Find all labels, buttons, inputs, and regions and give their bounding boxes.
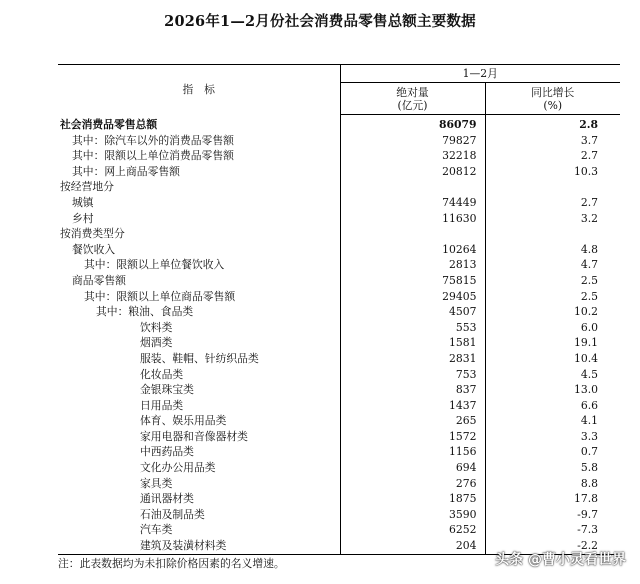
row-label: 金银珠宝类 <box>140 383 194 397</box>
table-row <box>58 148 620 164</box>
row-growth: 2.7 <box>485 195 620 211</box>
table-row <box>58 522 620 538</box>
row-label: 其中：粮油、食品类 <box>96 305 194 319</box>
row-label: 汽车类 <box>140 523 173 537</box>
row-growth: 6.0 <box>485 320 620 336</box>
row-growth: 10.4 <box>485 351 620 367</box>
row-label: 其中：限额以上单位餐饮收入 <box>84 258 225 272</box>
table-row <box>58 507 620 523</box>
table-row <box>58 195 620 211</box>
row-label: 城镇 <box>72 195 94 209</box>
table-row <box>58 335 620 351</box>
retail-sales-table <box>58 64 620 555</box>
table-row <box>58 164 620 180</box>
row-label: 化妆品类 <box>140 367 184 381</box>
row-label: 建筑及装潢材料类 <box>58 538 340 554</box>
row-growth: 6.6 <box>485 398 620 414</box>
table-row <box>58 382 620 398</box>
table-row <box>58 289 620 305</box>
header-indicator: 指 标 <box>58 65 340 115</box>
row-growth <box>485 179 620 195</box>
row-amount: 837 <box>340 382 485 398</box>
row-label: 石油及制品类 <box>140 507 205 521</box>
table-row <box>58 367 620 383</box>
table-row <box>58 429 620 445</box>
table-row <box>58 320 620 336</box>
row-label: 日用品类 <box>140 398 184 412</box>
row-amount: 20812 <box>340 164 485 180</box>
table-row <box>58 115 620 133</box>
row-amount: 1581 <box>340 335 485 351</box>
row-label: 文化办公用品类 <box>140 461 216 475</box>
row-label: 通讯器材类 <box>140 492 194 506</box>
row-amount: 265 <box>340 413 485 429</box>
row-label: 中西药品类 <box>140 445 194 459</box>
row-growth: 5.8 <box>485 460 620 476</box>
row-growth: 13.0 <box>485 382 620 398</box>
table-row <box>58 226 620 242</box>
row-growth: 4.8 <box>485 242 620 258</box>
row-amount: 29405 <box>340 289 485 305</box>
table-row <box>58 398 620 414</box>
row-amount: 3590 <box>340 507 485 523</box>
table-body <box>58 115 620 555</box>
table-row <box>58 491 620 507</box>
row-growth: 3.3 <box>485 429 620 445</box>
row-growth: 3.2 <box>485 211 620 227</box>
row-amount: 74449 <box>340 195 485 211</box>
table-row <box>58 179 620 195</box>
row-growth: -2.2 <box>485 538 620 554</box>
footnote: 注：此表数据均为未扣除价格因素的名义增速。 <box>58 557 285 570</box>
row-label: 其中：限额以上单位商品零售额 <box>84 289 236 303</box>
header-growth: 同比增长 (%) <box>485 83 620 115</box>
row-amount: 6252 <box>340 522 485 538</box>
table-row <box>58 257 620 273</box>
row-amount: 11630 <box>340 211 485 227</box>
row-growth: 4.5 <box>485 367 620 383</box>
row-amount: 694 <box>340 460 485 476</box>
row-growth: 10.2 <box>485 304 620 320</box>
row-growth: 4.1 <box>485 413 620 429</box>
row-growth: 0.7 <box>485 444 620 460</box>
row-growth: 2.8 <box>485 115 620 133</box>
row-amount: 79827 <box>340 133 485 149</box>
row-label: 乡村 <box>72 211 94 225</box>
row-amount: 1572 <box>340 429 485 445</box>
row-amount: 553 <box>340 320 485 336</box>
watermark: 头条 @曹小灵看世界 <box>495 552 626 568</box>
row-amount: 276 <box>340 476 485 492</box>
row-growth: 10.3 <box>485 164 620 180</box>
table-row <box>58 242 620 258</box>
table-row <box>58 413 620 429</box>
table-row <box>58 273 620 289</box>
row-growth: 2.5 <box>485 289 620 305</box>
table-row <box>58 460 620 476</box>
row-amount <box>340 179 485 195</box>
row-amount <box>340 226 485 242</box>
row-growth: -9.7 <box>485 507 620 523</box>
row-amount: 1437 <box>340 398 485 414</box>
row-growth: 19.1 <box>485 335 620 351</box>
row-growth: 4.7 <box>485 257 620 273</box>
row-growth <box>485 226 620 242</box>
row-label: 饮料类 <box>140 320 173 334</box>
table-row <box>58 304 620 320</box>
table-row <box>58 133 620 149</box>
row-amount: 4507 <box>340 304 485 320</box>
row-amount: 75815 <box>340 273 485 289</box>
row-growth: 17.8 <box>485 491 620 507</box>
table-row <box>58 444 620 460</box>
row-growth: -7.3 <box>485 522 620 538</box>
row-label: 按经营地分 <box>60 180 114 194</box>
row-label: 其中：网上商品零售额 <box>72 164 180 178</box>
row-label: 商品零售额 <box>72 273 126 287</box>
row-label: 餐饮收入 <box>72 242 116 256</box>
table-row <box>58 476 620 492</box>
row-label: 其中：除汽车以外的消费品零售额 <box>72 133 234 147</box>
row-amount: 10264 <box>340 242 485 258</box>
row-amount: 1156 <box>340 444 485 460</box>
row-amount: 2831 <box>340 351 485 367</box>
row-label: 按消费类型分 <box>60 227 125 241</box>
row-label: 社会消费品零售总额 <box>60 117 158 131</box>
row-growth: 8.8 <box>485 476 620 492</box>
row-amount: 753 <box>340 367 485 383</box>
row-label: 家具类 <box>140 476 173 490</box>
row-label: 烟酒类 <box>140 336 173 350</box>
row-amount: 32218 <box>340 148 485 164</box>
row-amount: 2813 <box>340 257 485 273</box>
header-amount: 绝对量 (亿元) <box>340 83 485 115</box>
row-growth: 3.7 <box>485 133 620 149</box>
header-period: 1—2月 <box>340 65 620 83</box>
row-amount: 204 <box>340 538 485 554</box>
row-label: 家用电器和音像器材类 <box>140 429 248 443</box>
row-label: 体育、娱乐用品类 <box>140 414 227 428</box>
table-row <box>58 211 620 227</box>
table-row <box>58 351 620 367</box>
row-amount: 1875 <box>340 491 485 507</box>
row-growth: 2.5 <box>485 273 620 289</box>
row-label: 其中：限额以上单位消费品零售额 <box>72 149 234 163</box>
row-amount: 86079 <box>340 115 485 133</box>
row-label: 服装、鞋帽、针纺织品类 <box>140 351 259 365</box>
row-growth: 2.7 <box>485 148 620 164</box>
page-title: 2026年1—2月份社会消费品零售总额主要数据 <box>164 13 476 30</box>
